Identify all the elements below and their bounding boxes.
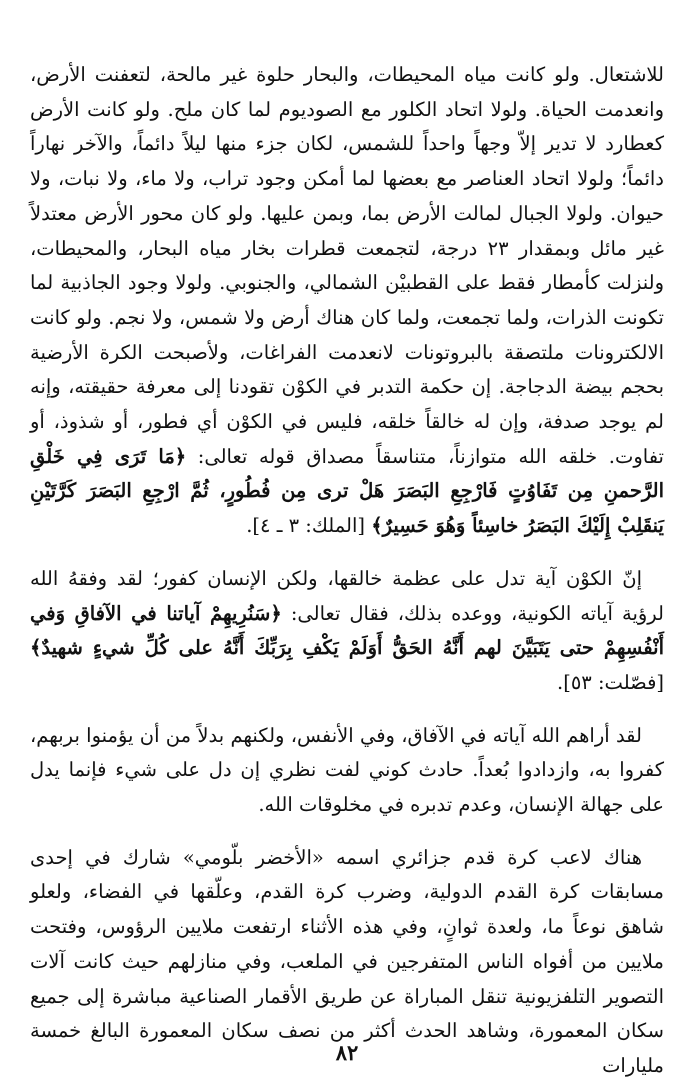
document-body xyxy=(30,58,664,1084)
quran-verse-fussilat: ﴿سَنُرِيهِمْ آياتنا في الآفاقِ وَفي أَنْفُسِهِمْ حتى يَتَبَيَّنَ لهم أَنَّهُ الحَقُّ أَوَلَمْ يَكْفِ بِرَبِّكَ أَنَّهُ على كُلِّ شيءٍ شهيدٌ﴾ xyxy=(30,601,664,660)
verse-reference-al-mulk: [الملك: ٣ ـ ٤]. xyxy=(246,514,366,538)
paragraph-2 xyxy=(30,562,664,701)
paragraph-1-text: للاشتعال. ولو كانت مياه المحيطات، والبحار حلوة غير مالحة، لتعفنت الأرض، وانعدمت الحياة. ولولا اتحاد الكلور مع الصوديوم لما كان ملح. ولو كانت الأرض كعطارد لا تدير إلاّ وجهاً واحداً للشمس، لكان جزء منها ليلاً دائماً، والآخر نهاراً دائماً؛ ولولا اتحاد العناصر مع بعضها لما أمكن وجود تراب، ولا ماء، ولا نبات، ولا حيوان. ولولا الجبال لمالت الأرض بما، وبمن عليها. ولو كان محور الأرض معتدلاً غير مائل وبمقدار ٢٣ درجة، لتجمعت قطرات بخار مياه البحار، والمحيطات، ولنزلت كأمطار فقط على القطبيْن الشمالي، والجنوبي. ولولا وجود الجاذبية لما تكونت الذرات، ولما تجمعت، ولما كان هناك أرض ولا شمس، ولا نجم. ولو كانت الالكترونات ملتصقة بالبروتونات لانعدمت الفراغات، ولأصبحت الكرة الأرضية بحجم بيضة الدجاجة. إن حكمة التدبر في الكوْن تقودنا إلى معرفة حقيقته، وإنه لم يوجد صدفة، وإن له خالقاً خلقه، فليس في الكوْن أي فطور، أو شذوذ، أو تفاوت. خلقه الله متوازناً، متناسقاً مصداق قوله تعالى: xyxy=(30,63,665,468)
paragraph-1 xyxy=(30,58,664,544)
verse-reference-fussilat: [فصّلت: ٥٣]. xyxy=(557,670,664,694)
quran-verse-al-mulk: ﴿مَا تَرَى فِي خَلْقِ الرَّحمنِ مِن تَفَاوُتٍ فَارْجِعِ البَصَرَ هَلْ ترى مِن فُطُورٍ، ثُمَّ ارْجِعِ البَصَرَ كَرَّتَيْنِ يَنقَلِبْ إِلَيْكَ البَصَرُ خاسِئاً وَهُوَ حَسِيرٌ﴾ xyxy=(30,444,664,538)
paragraph-4-text: هناك لاعب كرة قدم جزائري اسمه «الأخضر بلّومي» شارك في إحدى مسابقات كرة القدم الدولية، وضرب كرة القدم، وعلّقها في الفضاء، ولعلو شاهق نوعاً ما، ولعدة ثوانٍ، وفي هذه الأثناء ارتفعت ملايين الرؤوس، وفتحت ملايين من أفواه الناس المتفرجين في الملعب، وفي منازلهم حيث كانت آلات التصوير التلفزيونية تنقل المباراة عن طريق الأقمار الصناعية مباشرة إلى جميع سكان المعمورة، وشاهد الحدث أكثر من نصف سكان المعمورة البالغ خمسة مليارات xyxy=(30,845,664,1077)
paragraph-2-text: إنّ الكوْن آية تدل على عظمة خالقها، ولكن الإنسان كفور؛ لقد وفقهُ الله لرؤية آياته الكونية، ووعده بذلك، فقال تعالى: xyxy=(30,566,664,625)
paragraph-3-text: لقد أراهم الله آياته في الآفاق، وفي الأنفس، ولكنهم بدلاً من أن يؤمنوا بربهم، كفروا به، وازدادوا بُعداً. حادث كوني لفت نظري إن دل على شيء فإنما يدل على جهالة الإنسان، وعدم تدبره في مخلوقات الله. xyxy=(30,723,664,817)
page-number: ٨٢ xyxy=(335,1040,359,1065)
paragraph-3 xyxy=(30,719,664,823)
